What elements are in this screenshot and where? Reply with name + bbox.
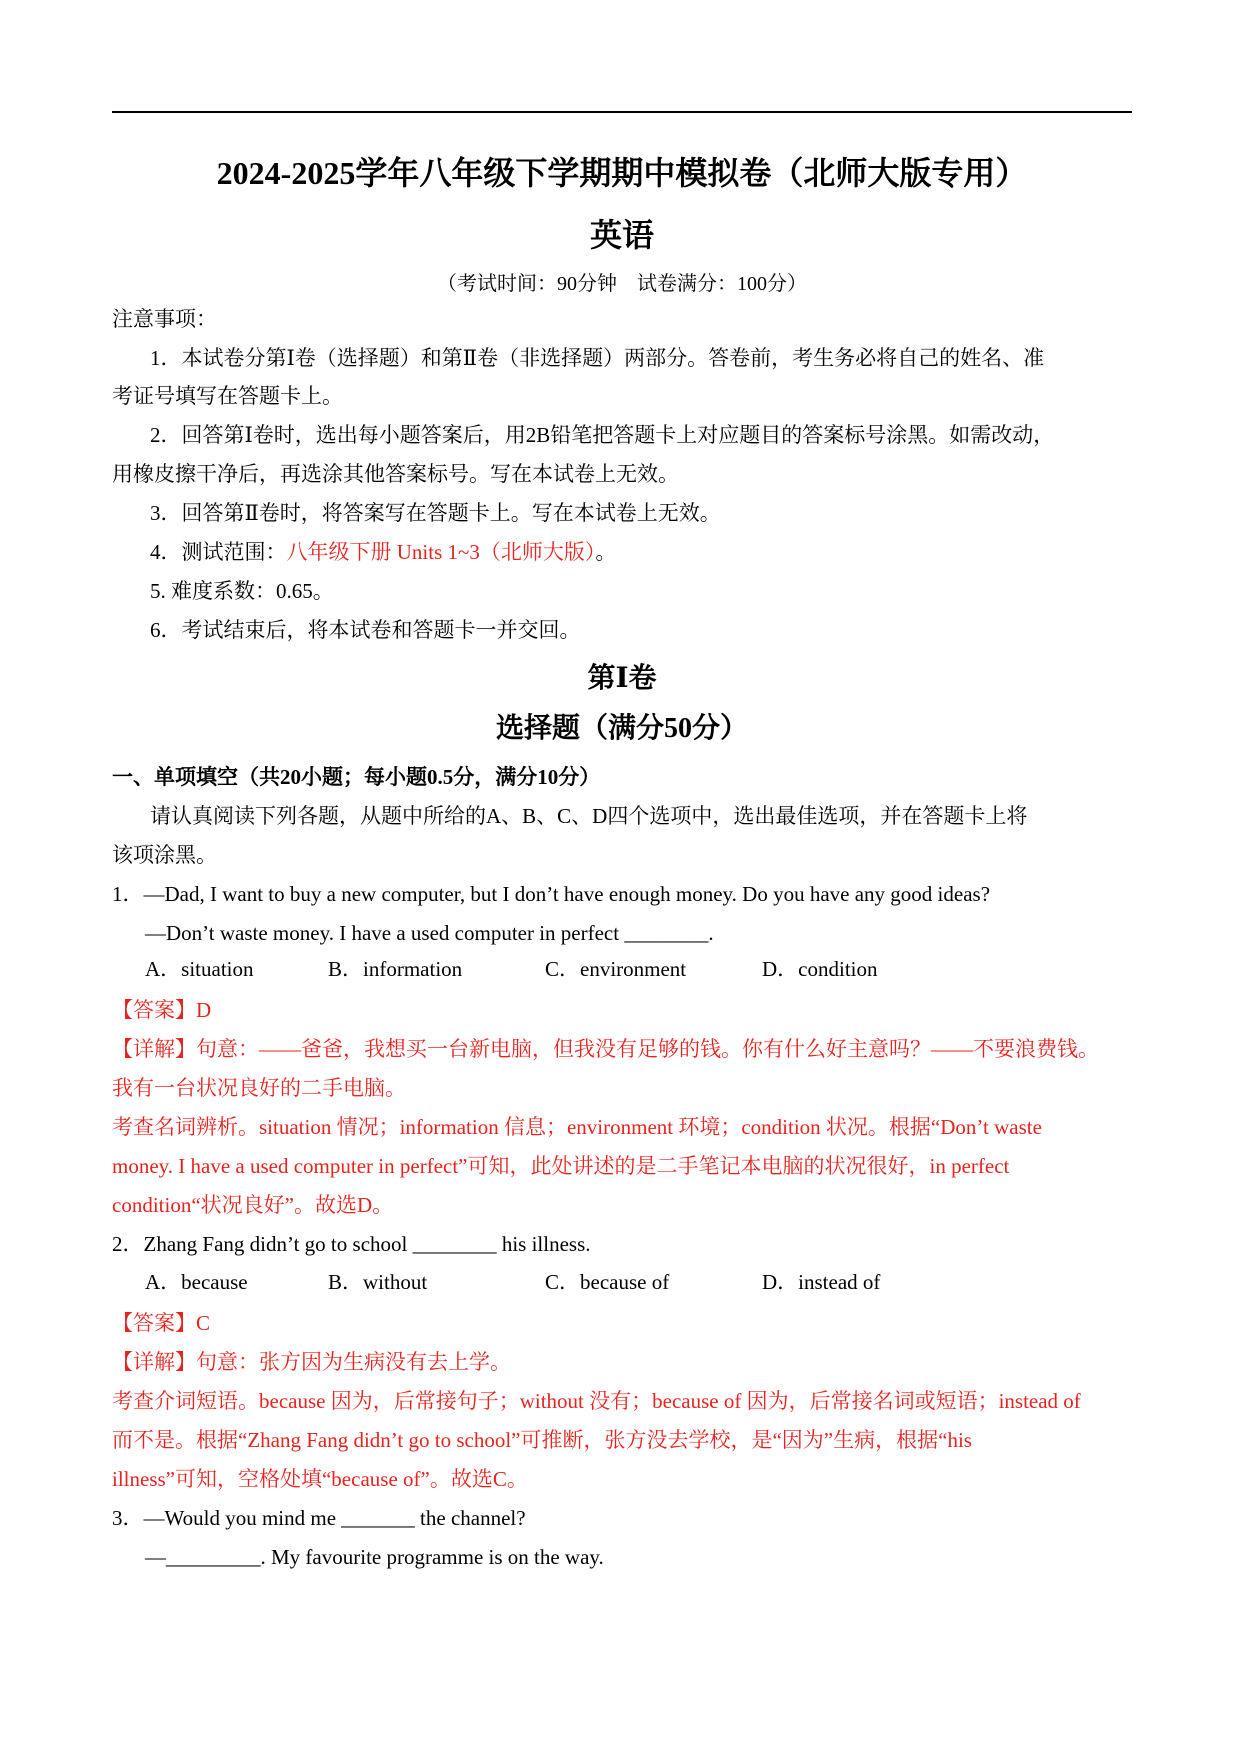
q1-stem-a: 1．—Dad, I want to buy a new computer, but I don’t have enough money. Do you have any good ideas? [112, 882, 991, 906]
q2-detail-d: 而不是。根据“Zhang Fang didn’t go to school”可推断，张方没去学校，是“因为”生病，根据“his [112, 1428, 972, 1452]
notes-heading: 注意事项： [112, 307, 217, 331]
q1-detail-b: 我有一台状况良好的二手电脑。 [112, 1076, 406, 1100]
note-2b: 用橡皮擦干净后，再选涂其他答案标号。写在本试卷上无效。 [112, 462, 679, 486]
q2-detail-a: 【详解】句意：张方因为生病没有去上学。 [112, 1350, 511, 1374]
subject-title: 英语 [589, 217, 654, 253]
exam-title: 2024-2025学年八年级下学期期中模拟卷（北师大版专用） [216, 155, 1028, 191]
section-title: 一、单项填空（共20小题；每小题0.5分，满分10分） [112, 765, 601, 789]
q3-stem-a: 3．—Would you mind me _______ the channel? [112, 1506, 526, 1530]
instructions-a: 请认真阅读下列各题，从题中所给的A、B、C、D四个选项中，选出最佳选项，并在答题卡上将 [150, 804, 1028, 828]
q1-option-b: B．information [328, 957, 463, 981]
q2-answer: 【答案】C [112, 1311, 211, 1335]
q1-stem-b: —Don’t waste money. I have a used computer in perfect ________. [145, 921, 714, 945]
q2-option-d: D．instead of [762, 1270, 881, 1294]
note-3: 3．回答第Ⅱ卷时，将答案写在答题卡上。写在本试卷上无效。 [150, 501, 721, 525]
q1-option-d: D．condition [762, 957, 878, 981]
top-rule [112, 111, 1132, 113]
q1-detail-a: 【详解】句意：——爸爸，我想买一台新电脑，但我没有足够的钱。你有什么好主意吗？——不要浪费钱。 [112, 1037, 1099, 1061]
note-6: 6．考试结束后，将本试卷和答题卡一并交回。 [150, 618, 581, 642]
note-1a: 1．本试卷分第Ⅰ卷（选择题）和第Ⅱ卷（非选择题）两部分。答卷前，考生务必将自己的姓名、准 [150, 346, 1045, 370]
note-4-prefix: 4．测试范围： [150, 540, 287, 564]
note-4-range: 八年级下册 Units 1~3（北师大版） [286, 540, 596, 564]
q1-detail-d: money. I have a used computer in perfect”可知，此处讲述的是二手笔记本电脑的状况很好，in perfect [112, 1154, 1010, 1178]
instructions-b: 该项涂黑。 [112, 843, 217, 867]
q2-detail-c: 考查介词短语。because 因为，后常接句子；without 没有；because of 因为，后常接名词或短语；instead of [112, 1389, 1081, 1413]
q1-option-c: C．environment [545, 957, 687, 981]
q2-option-b: B．without [328, 1270, 428, 1294]
q1-option-a: A．situation [145, 957, 254, 981]
note-1b: 考证号填写在答题卡上。 [112, 384, 343, 408]
note-2a: 2．回答第Ⅰ卷时，选出每小题答案后，用2B铅笔把答题卡上对应题目的答案标号涂黑。如需改动， [150, 423, 1055, 447]
q1-answer: 【答案】D [112, 998, 212, 1022]
note-4-suffix: 。 [595, 540, 617, 564]
q2-option-a: A．because [145, 1270, 248, 1294]
q1-detail-c: 考查名词辨析。situation 情况；information 信息；environment 环境；condition 状况。根据“Don’t waste [112, 1115, 1042, 1139]
part-subheading: 选择题（满分50分） [495, 713, 748, 744]
q3-stem-b: —_________. My favourite programme is on the way. [145, 1545, 604, 1569]
q2-option-c: C．because of [545, 1270, 670, 1294]
note-5: 5. 难度系数：0.65。 [150, 579, 334, 603]
q2-detail-e: illness”可知，空格处填“because of”。故选C。 [112, 1467, 528, 1491]
exam-info: （考试时间：90分钟 试卷满分：100分） [437, 273, 807, 295]
part-heading: 第Ⅰ卷 [587, 663, 657, 694]
q2-stem-a: 2．Zhang Fang didn’t go to school ________ his illness. [112, 1232, 591, 1256]
note-4 [150, 533, 1170, 572]
q1-detail-e: condition“状况良好”。故选D。 [112, 1193, 394, 1217]
